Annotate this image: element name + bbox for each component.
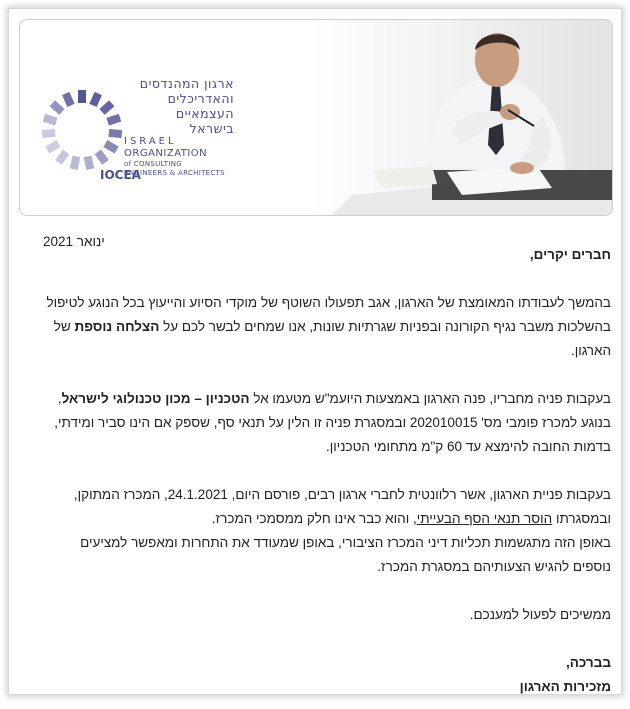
logo-hebrew-line: בישראל bbox=[189, 121, 234, 136]
logo-english-small: of CONSULTING bbox=[124, 160, 183, 168]
logo-hebrew-line: והאדריכלים bbox=[167, 91, 234, 106]
p3-text-b: , והוא כבר אינו חלק ממסמכי המכרז. bbox=[211, 511, 417, 526]
logo-abbr: IOCEA bbox=[100, 168, 141, 182]
logo-hebrew-line: העצמאיים bbox=[175, 106, 234, 121]
signature-regards: בברכה, bbox=[565, 655, 611, 670]
closing-line: ממשיכים לפעול למענכם. bbox=[469, 607, 611, 622]
p2-bold: הטכניון – מכון טכנולוגי לישראל bbox=[61, 391, 250, 406]
logo-english-line: ISRAEL bbox=[124, 136, 177, 147]
greeting: חברים יקרים, bbox=[529, 247, 611, 262]
logo-text bbox=[124, 76, 248, 178]
paragraph-2 bbox=[43, 387, 611, 459]
p1-text-a: בהמשך לעבודתו המאומצת של הארגון, אגב תפעולו השוטף של מוקדי הסיוע והייעוץ בכל הנוגע לטיפול בהשלכות משבר נגיף הקורונה ובפניות שגרתיות שונות, אנו שמחים לבשר לכם על bbox=[46, 295, 611, 334]
p3-text-a: בעקבות פניית הארגון, אשר רלוונטית לחברי ארגון רבים, פורסם היום, 24.1.2021, המכרז המתוקן, ובמסגרתו bbox=[73, 487, 611, 526]
logo-hebrew-line: ארגון המהנדסים bbox=[139, 76, 234, 91]
letter-frame bbox=[8, 8, 622, 695]
paragraph-3 bbox=[43, 483, 611, 531]
logo-english-line: ORGANIZATION bbox=[124, 148, 208, 159]
paragraph-3b: באופן הזה מתגשמות תכליות דיני המכרז הציבורי, באופן שמעודד את התחרות ומאפשר למציעים נוספים להגיש הצעותיהם במסגרת המכרז. bbox=[80, 535, 611, 574]
signature-name: מזכירות הארגון bbox=[519, 679, 611, 694]
paragraph-1 bbox=[43, 291, 611, 363]
header-photo bbox=[312, 20, 612, 215]
p1-bold: הצלחה נוספת bbox=[74, 319, 160, 334]
header-banner bbox=[19, 19, 613, 216]
logo-english-small: ENGINEERS & ARCHITECTS bbox=[124, 169, 225, 177]
p2-text-a: בעקבות פניה מחבריו, פנה הארגון באמצעות היועמ"ש מטעמו אל bbox=[253, 391, 611, 406]
p2-text-b: , בנוגע למכרז פומבי מס' 202010015 ובמסגרת פניה זו הלין על תנאי סף, שספק אם הינו סביר ומידתי, בדמות החובה להימצא עד 60 ק"מ מתחומי הטכניון. bbox=[54, 391, 611, 454]
letter-date: ינואר 2021 bbox=[43, 234, 105, 249]
letter-body bbox=[43, 234, 611, 699]
p1-text-b: של הארגון. bbox=[53, 319, 611, 358]
p3-underline: הוסר תנאי הסף הבעייתי bbox=[416, 511, 553, 526]
